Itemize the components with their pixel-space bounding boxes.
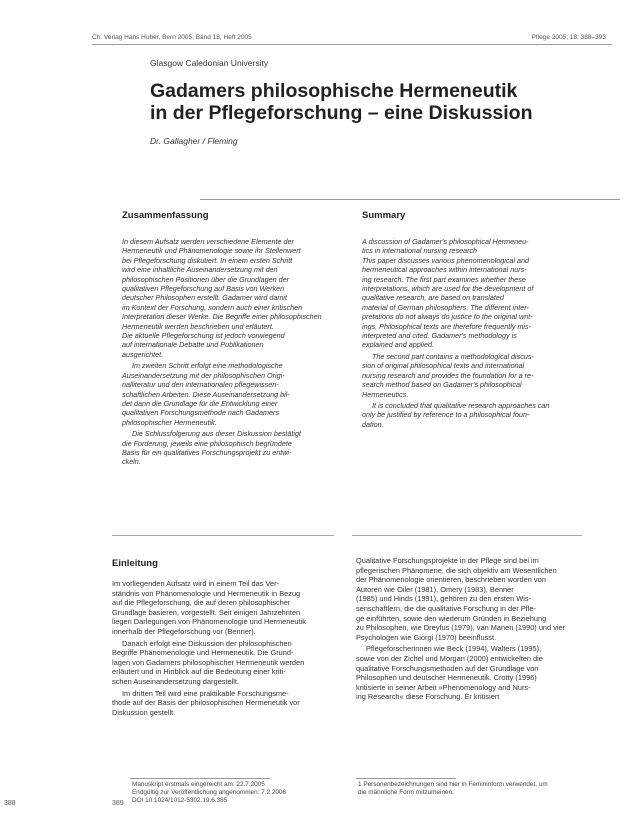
text-line: Autoren wie Oiler (1981), Omery (1983), Benner [356,584,514,594]
text-line: innerhalb der Pflegeforschung vor (Benner). [112,626,256,636]
text-line: kritisierte in seiner Arbeit »Phenomenology and Nurs- [356,682,531,692]
summary-box [352,210,582,536]
manuscript-accepted: Endgültig zur Veröffentlichung angenommen: 7.2.2006 [132,789,287,797]
text-line: interpretations, which are used for the development of [362,284,534,294]
text-line: lagen von Gadamers philosophischer Hermeneutik werden [112,657,305,667]
text-line: pflegerischen Phänomene, die sich objektiv am Wesentlichen [356,565,557,575]
text-line: wird eine inhaltliche Auseinandersetzung mit den [122,265,278,275]
text-line: Die Schlussfolgerung aus dieser Diskussion bestätigt [132,429,301,439]
text-line: Interpretation dieser Werke. Die Begriffe einer philosophischen [122,312,322,322]
zusammenfassung-heading: Zusammenfassung [122,210,209,221]
text-line: ing research. The first part examines whether these [362,274,526,284]
doi-line: DOI 10.1024/1012-5302.19.6.385 [132,797,228,805]
text-line: qualitative Forschungsmethoden auf der Grundlage von [356,663,539,673]
text-line: bei Pflegeforschung diskutiert. In einem ersten Schritt [122,255,293,265]
paragraph [356,556,606,642]
text-line: Hermeneutics. [362,389,409,399]
paragraph [362,237,582,350]
text-line: philosophischer Hermeneutik. [122,417,217,427]
text-line: Diskussion gestellt. [112,707,176,717]
text-line: tics in international nursing research [362,246,478,256]
running-header [92,34,612,41]
paragraph [362,352,582,399]
text-line: erläutert und in Hinblick auf die Bedeutung einer kriti- [112,667,286,677]
paragraph [112,579,342,637]
text-line: search method based on Gadamer's philosophical [362,380,522,390]
text-line: ing Research« diese Forschung. Er kritisiert [356,692,500,702]
text-line: The second part contains a methodological discus- [372,351,534,361]
text-line: deutscher Philosophen erstellt. Gadamer wird damit [122,293,287,303]
paragraph [112,639,342,687]
article-title [150,80,610,124]
page-number-right: 389 [112,800,124,807]
text-line: dation. [362,419,384,429]
text-line: schen Auseinandersetzung dargestellt. [112,676,239,686]
text-line: Im dritten Teil wird eine praktikable Forschungsme- [122,688,289,698]
text-line: It is concluded that qualitative research approaches can [372,400,550,410]
manuscript-info [132,781,286,806]
abstract-top-rule [200,199,620,200]
text-line: Im vorliegenden Aufsatz wird in einem Teil das Ver- [112,579,280,588]
text-line: senschaftlern, die die qualitative Forschung in der Pfle- [356,603,536,613]
author-line: Dr. Gallagher / Fleming [150,136,238,146]
manuscript-submitted: Manuskript erstmals eingereicht am: 22.7.2005 [132,781,265,788]
text-line: Begriffe Phänomenologie und Hermeneutik. Die Grund- [112,648,294,658]
text-line: interpreted and cited. Gadamer's methodology is [362,331,517,341]
paragraph [122,429,334,467]
footnote-line-1: 1 Personenbezeichnungen sind hier in Femininform verwendet, um [358,781,548,788]
title-line-2: in der Pflegeforschung – eine Diskussion [150,102,533,124]
paragraph [362,401,582,429]
text-line: A discussion of Gadamer's philosophical Hermeneu- [362,237,529,246]
text-line: Danach erfolgt eine Diskussion der philosophischen [122,638,292,648]
text-line: Qualitative Forschungsprojekte in der Pflege sind bei im [356,556,539,565]
footer-rule-left [130,778,270,779]
text-line: (1985) und Hinds (1991), gehören zu den ersten Wis- [356,594,532,604]
text-line: thode auf der Basis der philosophischen Hermeneutik vor [112,698,300,708]
text-line: Grundlage basieren, vorgestellt. Seit einigen Jahrzehnten [112,607,301,617]
paragraph [122,361,334,427]
text-line: ge einführten, sowie den wiederum Gründen in Beziehung [356,613,547,623]
text-line: philosophischen Positionen über die Grundlagen der [122,274,290,284]
title-line-1: Gadamers philosophische Hermeneutik [150,80,518,102]
text-line: Philosophen und deutscher Hermeneutik. Crotty (1996) [356,673,537,683]
text-line: This paper discusses various phenomenological and [362,255,530,265]
text-line: Pflegeforscherinnen wie Beck (1994), Walters (1995), [366,644,542,654]
text-line: Die aktuelle Pflegeforschung ist jedoch vorwiegend [122,331,285,341]
running-header-left: Ch. Verlag Hans Huber, Bern 2005, Band 18, Heft 2005 [92,34,252,41]
paragraph [356,644,606,702]
einleitung-body [112,579,342,717]
footnote [358,781,548,797]
text-line: qualitativen Pflegeforschung auf Basis von Werken [122,284,285,294]
page-number-left: 388 [4,800,16,807]
text-line: Im zweiten Schritt erfolgt eine methodologische [132,361,283,371]
text-line: Hermeneutik werden beschrieben und erläutert. [122,321,274,331]
text-line: ständnis von Phänomenologie und Hermeneutik in Bezug [112,588,301,598]
text-line: det dann die Grundlage für die Entwicklung einer [122,398,278,408]
einleitung-column [112,558,342,717]
right-body-column [356,556,606,702]
text-line: Psychologen wie Giorgi (1970) beeinflusst. [356,632,497,642]
text-line: ings. Philosophical texts are therefore frequently mis- [362,321,531,331]
text-line: ausgerichtet. [122,349,164,359]
summary-body [362,237,582,429]
footer-rule-right [356,778,456,779]
text-line: explained and applied. [362,340,434,350]
text-line: material of German philosophers. The different inter- [362,302,529,312]
running-header-right: Pflege 2005; 18: 388–393 [531,34,606,41]
text-line: sion of original philosophical texts and international [362,361,525,371]
text-line: qualitative research, are based on translated [362,293,504,303]
text-line: auf die Pflegeforschung, die auf deren philosophischer [112,598,291,608]
text-line: nalliteratur und den internationalen pflegewissen- [122,380,279,390]
footnote-line-2: die männliche Form mitzumeinen. [358,789,454,797]
text-line: qualitativen Forschungsmethode nach Gadamers [122,408,280,418]
paragraph [122,237,334,359]
affiliation: Glasgow Caledonian University [150,58,269,68]
text-line: liegen Darlegungen von Phänomenologie und Hermeneutik [112,617,306,627]
text-line: schaftlichen Arbeiten. Diese Auseinandersetzung bil- [122,389,290,399]
text-line: In diesem Aufsatz werden verschiedene Elemente der [122,237,294,246]
text-line: only be justified by reference to a philosophical foun- [362,410,530,420]
text-line: ckeln. [122,457,141,467]
text-line: Auseinandersetzung mit der philosophischen Origi- [122,370,285,380]
text-line: zu Philosophen, wie Dreyfus (1979), van Manen (1990) und vier [356,623,566,633]
text-line: Basis für ein qualitatives Forschungsprojekt zu entwi- [122,447,292,457]
einleitung-heading: Einleitung [112,558,158,569]
text-line: im Kontext der Forschung, sondern auch einer kritischen [122,302,303,312]
paragraph [112,689,342,718]
text-line: sowie von der Zichel und Morgan (2000) entwickelten die [356,653,543,663]
zusammenfassung-body [122,237,334,467]
text-line: die Forderung, jeweils eine philosophisch begründete [122,438,292,448]
text-line: pretations do not always do justice to the original writ- [362,312,533,322]
text-line: nursing research and provides the foundation for a re- [362,370,534,380]
header-divider [92,44,612,45]
text-line: hermeneutical approaches within international nurs- [362,265,527,275]
text-line: der Phänomenologie orientieren, beschrieben worden von [356,575,546,585]
text-line: Hermeneutik und Phänomenologie sowie ihr Stellenwert [122,246,301,256]
summary-heading: Summary [362,210,406,221]
zusammenfassung-box [112,210,334,536]
text-line: auf internationale Debatte und Publikationen [122,340,264,350]
right-body-text [356,556,606,702]
